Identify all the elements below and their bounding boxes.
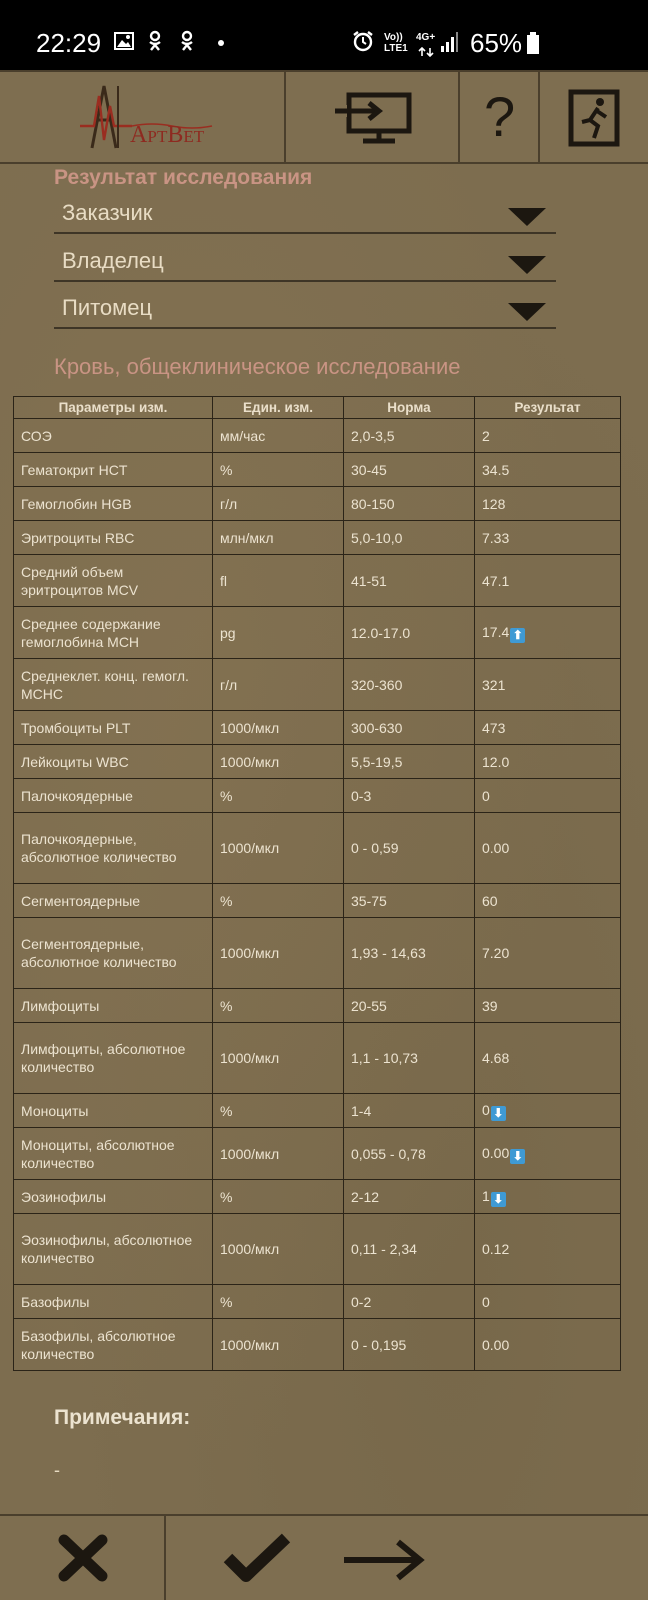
cell-result — [475, 419, 621, 453]
cell-norm — [344, 607, 475, 659]
norm-value: 20-55 — [351, 997, 387, 1014]
cell-result — [475, 1094, 621, 1128]
cell-unit — [213, 745, 344, 779]
unit-value: мм/час — [220, 427, 266, 444]
cell-param — [14, 521, 213, 555]
cell-param — [14, 884, 213, 918]
unit-value: % — [220, 787, 233, 804]
table-row — [14, 1094, 621, 1128]
result-value: 0.00 — [482, 1336, 510, 1353]
param-value: Эозинофилы, абсолютное количество — [21, 1232, 193, 1266]
cell-result — [475, 555, 621, 607]
norm-value: 80-150 — [351, 495, 395, 512]
unit-value: % — [220, 1188, 233, 1205]
logo-button[interactable] — [0, 72, 286, 164]
cell-unit — [213, 1128, 344, 1180]
cell-norm — [344, 555, 475, 607]
cell-param — [14, 419, 213, 453]
norm-value: 1-4 — [351, 1102, 372, 1119]
param-value: Тромбоциты PLT — [21, 719, 131, 736]
unit-value: г/л — [220, 495, 238, 512]
cell-unit — [213, 1214, 344, 1285]
result-value: 0.00 — [482, 840, 510, 856]
cell-unit — [213, 779, 344, 813]
blood-test-title: Кровь, общеклиническое исследование — [54, 354, 461, 379]
norm-value: 0,055 - 0,78 — [351, 1145, 426, 1162]
section-title: Результат исследования — [54, 166, 313, 189]
cell-result — [475, 884, 621, 918]
table-row — [14, 989, 621, 1023]
cell-result — [475, 1319, 621, 1371]
owner-dropdown-label: Владелец — [62, 248, 164, 273]
volte-label: Vo)) — [384, 32, 403, 43]
table-row — [14, 711, 621, 745]
cell-result — [475, 1214, 621, 1285]
norm-value: 12.0-17.0 — [351, 624, 411, 641]
header-param: Параметры изм. — [14, 397, 213, 419]
result-value: 321 — [482, 676, 506, 693]
table-row — [14, 1023, 621, 1094]
cell-norm — [344, 989, 475, 1023]
norm-value: 0,11 - 2,34 — [351, 1241, 417, 1257]
unit-value: 1000/мкл — [220, 1145, 280, 1162]
cell-norm — [344, 1023, 475, 1094]
signal-icon — [440, 32, 458, 57]
cell-norm — [344, 1094, 475, 1128]
table-row — [14, 487, 621, 521]
table-row — [14, 1285, 621, 1319]
result-value: 60 — [482, 892, 498, 909]
cell-norm — [344, 1285, 475, 1319]
cell-param — [14, 989, 213, 1023]
result-value: 128 — [482, 495, 506, 512]
unit-value: % — [220, 1293, 233, 1310]
param-value: Лимфоциты — [21, 997, 100, 1014]
cell-param — [14, 813, 213, 884]
screen-switch-button[interactable] — [286, 72, 460, 164]
cell-unit — [213, 813, 344, 884]
next-button[interactable] — [326, 1516, 436, 1600]
unit-value: 1000/мкл — [220, 753, 280, 770]
results-body — [14, 419, 621, 1371]
cell-norm — [344, 419, 475, 453]
cell-param — [14, 659, 213, 711]
norm-value: 5,0-10,0 — [351, 529, 403, 546]
cell-param — [14, 1285, 213, 1319]
cell-result — [475, 1285, 621, 1319]
cell-param — [14, 1128, 213, 1180]
cell-norm — [344, 659, 475, 711]
cell-param — [14, 1023, 213, 1094]
param-value: Среднеклет. конц. гемогл. MCHC — [21, 667, 189, 702]
norm-value: 300-630 — [351, 719, 403, 736]
unit-value: pg — [220, 624, 236, 641]
cell-param — [14, 1319, 213, 1371]
norm-value: 2,0-3,5 — [351, 427, 395, 444]
cell-unit — [213, 419, 344, 453]
param-value: Палочкоядерные — [21, 787, 133, 804]
notification-dot-icon — [218, 40, 224, 46]
param-value: Средний объем эритроцитов MCV — [21, 563, 139, 598]
notes-text: - — [54, 1460, 60, 1480]
cell-param — [14, 745, 213, 779]
top-toolbar — [0, 70, 648, 164]
table-row — [14, 555, 621, 607]
norm-value: 320-360 — [351, 676, 403, 693]
confirm-button[interactable] — [166, 1516, 326, 1600]
param-value: Гемоглобин HGB — [21, 495, 132, 512]
cell-param — [14, 1094, 213, 1128]
header-norm: Норма — [344, 397, 475, 419]
table-row — [14, 1214, 621, 1285]
cell-unit — [213, 1285, 344, 1319]
unit-value: 1000/мкл — [220, 945, 280, 961]
cell-result — [475, 487, 621, 521]
cell-param — [14, 1214, 213, 1285]
param-value: Сегментоядерные — [21, 892, 141, 909]
cell-param — [14, 487, 213, 521]
cell-result — [475, 779, 621, 813]
cell-result — [475, 918, 621, 989]
checkmark-icon — [222, 1532, 292, 1584]
bottom-toolbar — [0, 1514, 648, 1600]
param-value: Палочкоядерные, абсолютное количество — [21, 831, 177, 865]
cell-norm — [344, 779, 475, 813]
cell-param — [14, 453, 213, 487]
cell-unit — [213, 1319, 344, 1371]
image-icon — [114, 32, 134, 55]
cell-param — [14, 555, 213, 607]
table-row — [14, 521, 621, 555]
cell-param — [14, 711, 213, 745]
triangle-down-icon — [508, 208, 546, 226]
cell-norm — [344, 1180, 475, 1214]
cell-unit — [213, 1023, 344, 1094]
table-row — [14, 884, 621, 918]
norm-value: 1,1 - 10,73 — [351, 1050, 418, 1066]
status-time: 22:29 — [36, 28, 102, 58]
battery-percent: 65% — [470, 28, 523, 58]
cell-unit — [213, 884, 344, 918]
odnoklassniki-icon — [148, 30, 162, 57]
param-value: Эритроциты RBC — [21, 529, 135, 546]
unit-value: 1000/мкл — [220, 1050, 280, 1066]
param-value: Сегментоядерные, абсолютное количество — [21, 936, 177, 970]
arrow-right-icon — [342, 1536, 426, 1584]
cell-norm — [344, 1214, 475, 1285]
cell-norm — [344, 711, 475, 745]
result-value: 12.0 — [482, 753, 510, 770]
table-row — [14, 659, 621, 711]
cell-norm — [344, 918, 475, 989]
param-value: Лимфоциты, абсолютное количество — [21, 1041, 186, 1075]
table-row — [14, 453, 621, 487]
unit-value: % — [220, 1102, 233, 1119]
unit-value: 1000/мкл — [220, 840, 280, 856]
odnoklassniki-icon — [180, 30, 194, 57]
cell-unit — [213, 555, 344, 607]
param-value: Среднее содержание гемоглобина MCH — [21, 615, 161, 650]
triangle-down-icon — [508, 303, 546, 321]
cell-unit — [213, 521, 344, 555]
result-value: 0 — [482, 1101, 490, 1118]
unit-value: млн/мкл — [220, 529, 274, 546]
unit-value: % — [220, 461, 233, 478]
arrow-down-flag-icon: ⬇ — [491, 1192, 506, 1207]
cell-norm — [344, 521, 475, 555]
param-value: Моноциты, абсолютное количество — [21, 1136, 175, 1171]
param-value: Базофилы — [21, 1293, 90, 1310]
cell-result — [475, 1023, 621, 1094]
cell-param — [14, 918, 213, 989]
exit-door-icon — [568, 89, 620, 147]
cell-norm — [344, 1319, 475, 1371]
cell-param — [14, 779, 213, 813]
help-button[interactable] — [460, 72, 540, 164]
norm-value: 0 - 0,195 — [351, 1336, 407, 1353]
table-row — [14, 779, 621, 813]
owner-dropdown[interactable] — [54, 242, 556, 282]
result-value: 7.20 — [482, 945, 510, 961]
header-result: Результат — [475, 397, 621, 419]
cell-unit — [213, 1094, 344, 1128]
arrow-up-flag-icon: ⬆ — [510, 628, 525, 643]
cell-norm — [344, 813, 475, 884]
param-value: Гематокрит HCT — [21, 461, 128, 478]
cell-result — [475, 659, 621, 711]
table-row — [14, 419, 621, 453]
result-value: 4.68 — [482, 1050, 510, 1066]
norm-value: 1,93 - 14,63 — [351, 945, 426, 961]
cell-result — [475, 521, 621, 555]
customer-dropdown[interactable] — [54, 194, 556, 234]
cell-norm — [344, 745, 475, 779]
result-value: 0.00 — [482, 1144, 510, 1161]
table-row — [14, 607, 621, 659]
norm-value: 41-51 — [351, 572, 387, 589]
result-value: 39 — [482, 997, 498, 1014]
triangle-down-icon — [508, 256, 546, 274]
param-value: Лейкоциты WBC — [21, 753, 129, 770]
param-value: Базофилы, абсолютное количество — [21, 1327, 176, 1362]
cell-result — [475, 989, 621, 1023]
header-unit: Един. изм. — [213, 397, 344, 419]
table-row — [14, 813, 621, 884]
cell-norm — [344, 453, 475, 487]
table-row — [14, 918, 621, 989]
lte-label: LTE1 — [384, 43, 408, 54]
cell-unit — [213, 487, 344, 521]
network-type-label: 4G+ — [416, 32, 436, 43]
norm-value: 0 - 0,59 — [351, 840, 399, 856]
param-value: СОЭ — [21, 427, 52, 444]
unit-value: fl — [220, 572, 227, 589]
cell-unit — [213, 659, 344, 711]
result-value: 1 — [482, 1187, 490, 1204]
cell-result — [475, 1128, 621, 1180]
cell-unit — [213, 918, 344, 989]
cell-unit — [213, 1180, 344, 1214]
cell-norm — [344, 884, 475, 918]
cell-unit — [213, 453, 344, 487]
arrow-down-flag-icon: ⬇ — [510, 1149, 525, 1164]
result-value: 0 — [482, 787, 490, 804]
cancel-button[interactable] — [0, 1516, 166, 1600]
alarm-icon — [352, 30, 374, 57]
customer-dropdown-label: Заказчик — [62, 200, 153, 225]
table-row — [14, 1128, 621, 1180]
result-value: 7.33 — [482, 529, 510, 546]
param-value: Моноциты — [21, 1102, 89, 1119]
cell-norm — [344, 487, 475, 521]
table-row — [14, 1319, 621, 1371]
unit-value: 1000/мкл — [220, 1241, 280, 1257]
app-surface — [0, 70, 648, 1600]
unit-value: 1000/мкл — [220, 1336, 280, 1353]
monitor-arrow-icon — [333, 91, 413, 145]
cell-result — [475, 1180, 621, 1214]
data-arrows-icon — [418, 44, 434, 62]
param-value: Эозинофилы — [21, 1188, 107, 1205]
result-value: 47.1 — [482, 572, 510, 589]
unit-value: % — [220, 892, 233, 909]
notes-title: Примечания: — [54, 1406, 191, 1429]
result-value: 473 — [482, 719, 506, 736]
cell-unit — [213, 989, 344, 1023]
cell-unit — [213, 711, 344, 745]
arrow-down-flag-icon: ⬇ — [491, 1106, 506, 1121]
norm-value: 35-75 — [351, 892, 387, 909]
cell-result — [475, 607, 621, 659]
result-value: 0.12 — [482, 1241, 510, 1257]
unit-value: % — [220, 997, 233, 1014]
result-value: 34.5 — [482, 461, 510, 478]
unit-value: г/л — [220, 676, 238, 693]
battery-icon — [526, 32, 540, 59]
close-icon — [56, 1534, 110, 1582]
exit-button[interactable] — [540, 72, 648, 164]
cell-param — [14, 607, 213, 659]
cell-result — [475, 745, 621, 779]
cell-result — [475, 813, 621, 884]
norm-value: 30-45 — [351, 461, 387, 478]
result-value: 17.4 — [482, 623, 510, 640]
norm-value: 0-2 — [351, 1293, 372, 1310]
status-bar — [0, 0, 648, 70]
table-header-row — [14, 397, 621, 419]
norm-value: 2-12 — [351, 1188, 380, 1205]
cell-unit — [213, 607, 344, 659]
results-table — [13, 396, 621, 1371]
result-value: 0 — [482, 1293, 490, 1310]
unit-value: 1000/мкл — [220, 719, 280, 736]
cell-result — [475, 711, 621, 745]
table-row — [14, 1180, 621, 1214]
cell-result — [475, 453, 621, 487]
result-value: 2 — [482, 427, 490, 444]
cell-norm — [344, 1128, 475, 1180]
table-row — [14, 745, 621, 779]
question-icon: ? — [484, 85, 516, 148]
pet-dropdown[interactable] — [54, 289, 556, 329]
logo-text: АртВет — [130, 122, 205, 148]
norm-value: 5,5-19,5 — [351, 753, 403, 770]
pet-dropdown-label: Питомец — [62, 295, 153, 320]
norm-value: 0-3 — [351, 787, 372, 804]
cell-param — [14, 1180, 213, 1214]
